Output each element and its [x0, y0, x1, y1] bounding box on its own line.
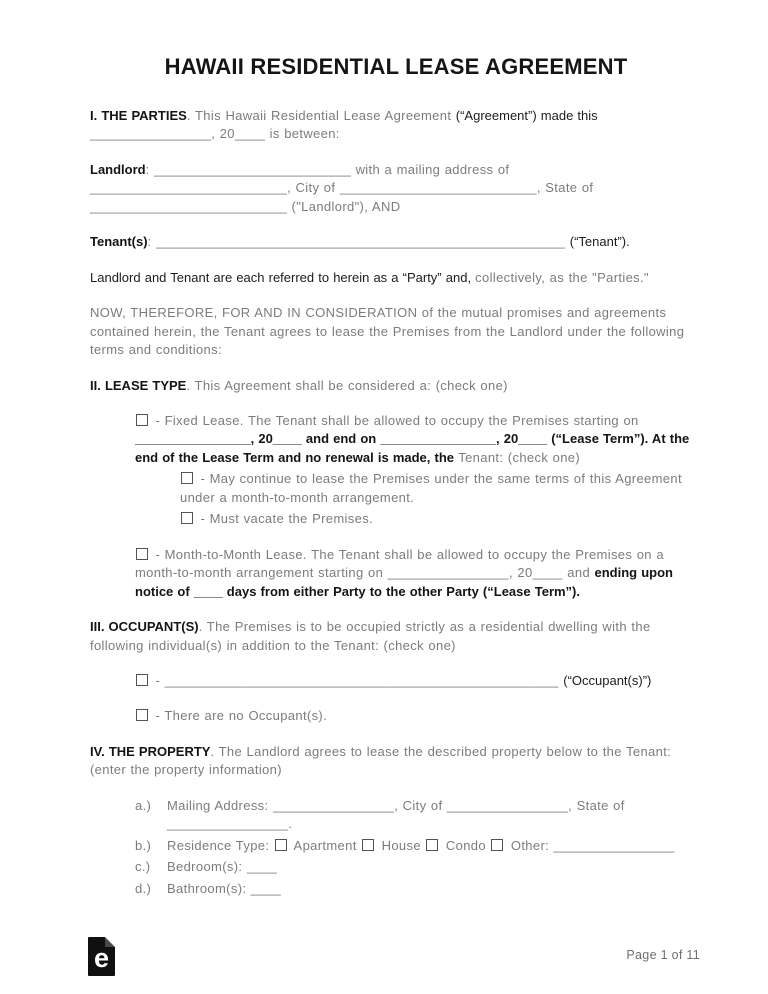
- text-run: . The Premises is to be occupied strictly as a residential dwelling with the following individual(s) in addition to the Tenant: (check one): [90, 619, 651, 653]
- text-run: IV. THE PROPERTY: [90, 743, 211, 759]
- landlord-clause: [90, 161, 702, 216]
- page-number: Page 1 of 11: [626, 948, 700, 962]
- property-bathrooms: [135, 880, 702, 898]
- property-bathrooms-text: [167, 880, 702, 898]
- property-residence-type-marker: b.): [135, 837, 152, 853]
- tenant-clause: [90, 233, 702, 251]
- eforms-logo: [88, 937, 115, 976]
- fixed-lease-option: [135, 412, 702, 467]
- property-bedrooms-marker: c.): [135, 859, 151, 875]
- other-checkbox[interactable]: [491, 839, 503, 851]
- text-run: (“Occupant(s)”): [563, 672, 652, 688]
- property-mailing-address-marker: a.): [135, 797, 152, 813]
- text-run: Bathroom(s): ____: [167, 880, 282, 896]
- text-run: (“Tenant”).: [569, 234, 630, 250]
- no-occupants-checkbox[interactable]: [136, 709, 148, 721]
- text-run: House: [377, 837, 426, 853]
- text-run: - Month-to-Month Lease. The Tenant shall be allowed to occupy the Premises on a month-to-month arrangement starting on ________________, 20____ and: [135, 546, 664, 581]
- text-run: Mailing Address: ________________, City of ________________, State of ________________.: [167, 797, 625, 832]
- text-run: ________________, 20____ is between:: [90, 126, 340, 142]
- text-run: Apartment: [289, 837, 362, 853]
- condo-checkbox[interactable]: [426, 839, 438, 851]
- text-run: III. OCCUPANT(S): [90, 619, 199, 635]
- text-run: - Must vacate the Premises.: [196, 511, 374, 527]
- text-run: Condo: [441, 837, 491, 853]
- text-run: Bedroom(s): ____: [167, 859, 278, 875]
- text-run: ________________, 20____ and end on ________________, 20____ (“Lease Term”). At the end of the Lease Term and no renewal is made, the: [135, 431, 690, 465]
- house-checkbox[interactable]: [362, 839, 374, 851]
- fixed-lease-suboption-vacate: [180, 510, 702, 528]
- text-run: . This Hawaii Residential Lease Agreement: [186, 108, 456, 123]
- text-run: collectively, as the "Parties.": [475, 269, 649, 285]
- text-run: II. LEASE TYPE: [90, 377, 187, 393]
- eforms-logo-letter: e: [93, 943, 110, 973]
- property-bedrooms-text: [167, 858, 702, 876]
- document-body: [90, 107, 702, 898]
- text-run: ending upon notice of ____ days from either Party to the other Party (“Lease Term”).: [135, 565, 673, 599]
- text-run: Other: ________________: [506, 837, 675, 853]
- property-bedrooms: [135, 858, 702, 876]
- property-residence-type-text: [167, 837, 702, 855]
- consideration-clause: [90, 304, 702, 359]
- text-run: Tenant: (check one): [454, 449, 581, 465]
- page-title: HAWAII RESIDENTIAL LEASE AGREEMENT: [164, 54, 628, 79]
- text-run: . This Agreement shall be considered a: (check one): [186, 377, 508, 393]
- lease-type-heading: [90, 377, 702, 395]
- occupants-names-checkbox[interactable]: [136, 674, 148, 686]
- text-run: I. THE PARTIES: [90, 108, 187, 123]
- property-mailing-address-text: [167, 797, 702, 834]
- text-run: - ____________________________________________________: [151, 672, 564, 688]
- text-run: Residence Type:: [167, 837, 274, 853]
- text-run: NOW, THEREFORE, FOR AND IN CONSIDERATION of the mutual promises and agreements contained herein, the Tenant agrees to lease the Premises from the Landlord under the following terms and conditions:: [90, 305, 685, 358]
- text-run: Landlord and Tenant are each referred to herein as a “Party” and,: [90, 269, 476, 285]
- fixed-lease-checkbox[interactable]: [136, 414, 148, 426]
- may-continue-checkbox[interactable]: [181, 472, 193, 484]
- occupants-heading: [90, 618, 702, 655]
- property-residence-type: [135, 837, 702, 855]
- parties-intro: [90, 107, 702, 144]
- month-to-month-option: [135, 546, 702, 601]
- month-to-month-checkbox[interactable]: [136, 548, 148, 560]
- text-run: : ______________________________________________________: [147, 234, 570, 250]
- property-mailing-address: [135, 797, 702, 834]
- no-occupants-option: [135, 707, 702, 725]
- text-run: . The Landlord agrees to lease the described property below to the Tenant: (enter the property information): [90, 743, 672, 778]
- must-vacate-checkbox[interactable]: [181, 512, 193, 524]
- text-run: - There are no Occupant(s).: [151, 708, 328, 724]
- text-run: - Fixed Lease. The Tenant shall be allowed to occupy the Premises starting on: [151, 412, 639, 428]
- property-heading: [90, 743, 702, 780]
- text-run: Landlord: [90, 161, 146, 177]
- text-run: Tenant(s): [90, 234, 148, 250]
- document-content: [90, 54, 702, 915]
- fixed-lease-suboption-continue: [180, 470, 702, 507]
- text-run: - May continue to lease the Premises under the same terms of this Agreement under a month-to-month arrangement.: [180, 471, 682, 505]
- text-run: (“Agreement”) made this: [455, 108, 598, 123]
- text-run: : __________________________ with a mailing address of __________________________, City of __________________________, State of __________________________ ("Landlord"), AND: [90, 161, 594, 214]
- occupants-names-option: [135, 672, 702, 690]
- parties-definition: [90, 269, 702, 287]
- property-bathrooms-marker: d.): [135, 880, 152, 896]
- apartment-checkbox[interactable]: [275, 839, 287, 851]
